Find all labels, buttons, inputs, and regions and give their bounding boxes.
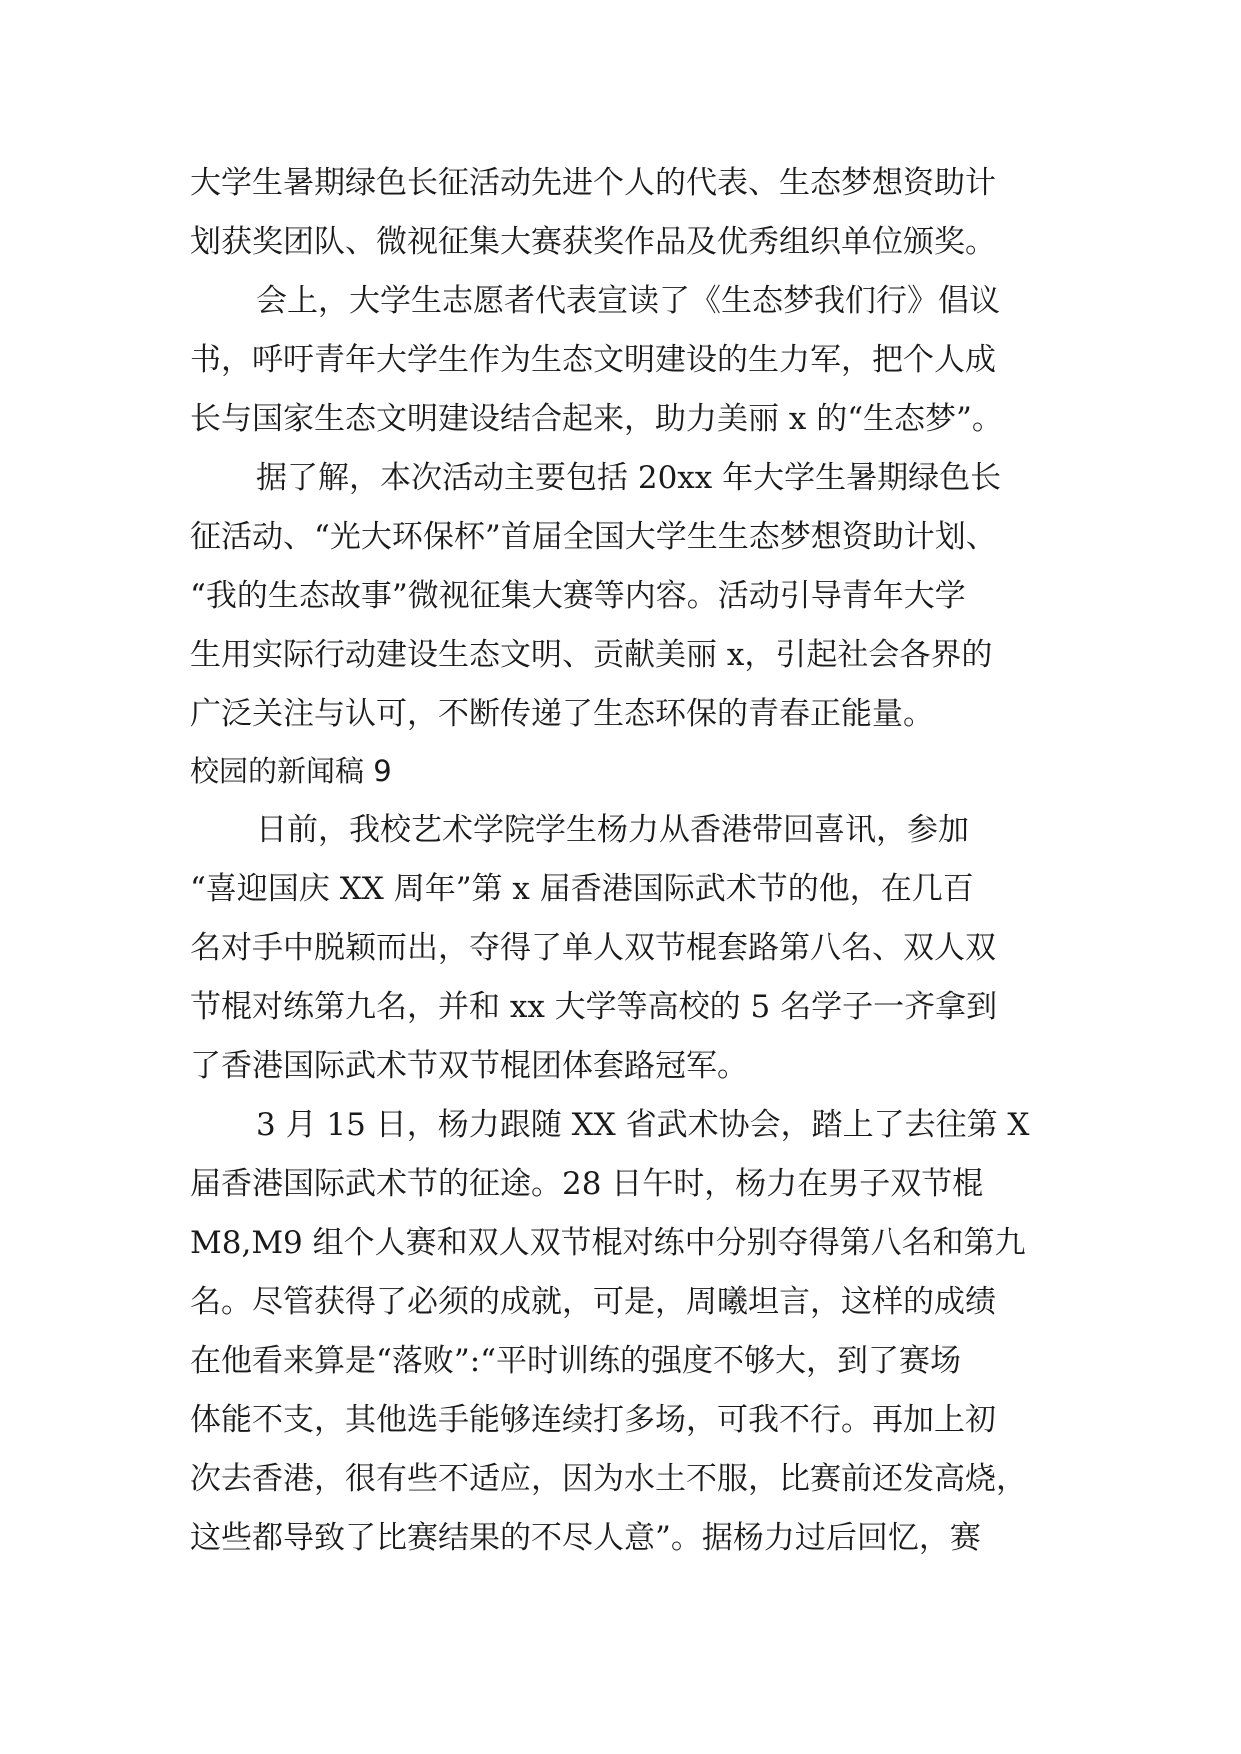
text-line: 名。尽管获得了必须的成就，可是，周曦坦言，这样的成绩 xyxy=(190,1284,996,1320)
text-line: 名对手中脱颖而出，夺得了单人双节棍套路第八名、双人双 xyxy=(190,930,996,966)
text-line: 书，呼吁青年大学生作为生态文明建设的生力军，把个人成 xyxy=(190,342,996,378)
text-line: 广泛关注与认可，不断传递了生态环保的青春正能量。 xyxy=(190,696,934,732)
text-line: 在他看来算是“落败”:“平时训练的强度不够大，到了赛场 xyxy=(190,1343,961,1379)
text-line: 体能不支，其他选手能够连续打多场，可我不行。再加上初 xyxy=(190,1402,996,1438)
paragraph-start-line: 会上，大学生志愿者代表宣读了《生态梦我们行》倡议 xyxy=(256,283,1000,319)
paragraph-start-line: 日前，我校艺术学院学生杨力从香港带回喜讯，参加 xyxy=(256,812,969,848)
paragraph-start-line: 3 月 15 日，杨力跟随 XX 省武术协会，踏上了去往第 X xyxy=(256,1107,1030,1143)
section-heading: 校园的新闻稿 9 xyxy=(190,754,392,788)
text-line: 了香港国际武术节双节棍团体套路冠军。 xyxy=(190,1048,748,1084)
text-line: 大学生暑期绿色长征活动先进个人的代表、生态梦想资助计 xyxy=(190,165,996,201)
text-line: 节棍对练第九名，并和 xx 大学等高校的 5 名学子一齐拿到 xyxy=(190,989,998,1025)
text-line: 划获奖团队、微视征集大赛获奖作品及优秀组织单位颁奖。 xyxy=(190,224,996,260)
text-line: 届香港国际武术节的征途。28 日午时，杨力在男子双节棍 xyxy=(190,1166,984,1202)
text-line: 征活动、“光大环保杯”首届全国大学生生态梦想资助计划、 xyxy=(190,519,997,555)
text-line: M8,M9 组个人赛和双人双节棍对练中分别夺得第八名和第九 xyxy=(190,1225,1026,1261)
paragraph-start-line: 据了解，本次活动主要包括 20xx 年大学生暑期绿色长 xyxy=(256,460,1002,496)
text-line: 长与国家生态文明建设结合起来，助力美丽 x 的“生态梦”。 xyxy=(190,401,1003,437)
text-line: 次去香港，很有些不适应，因为水土不服，比赛前还发高烧， xyxy=(190,1461,1027,1497)
text-line: “我的生态故事”微视征集大赛等内容。活动引导青年大学 xyxy=(190,578,966,614)
text-line: 生用实际行动建设生态文明、贡献美丽 x，引起社会各界的 xyxy=(190,637,993,673)
text-line: “喜迎国庆 XX 周年”第 x 届香港国际武术节的他，在几百 xyxy=(190,871,974,907)
text-line: 这些都导致了比赛结果的不尽人意”。据杨力过后回忆，赛 xyxy=(190,1520,981,1556)
